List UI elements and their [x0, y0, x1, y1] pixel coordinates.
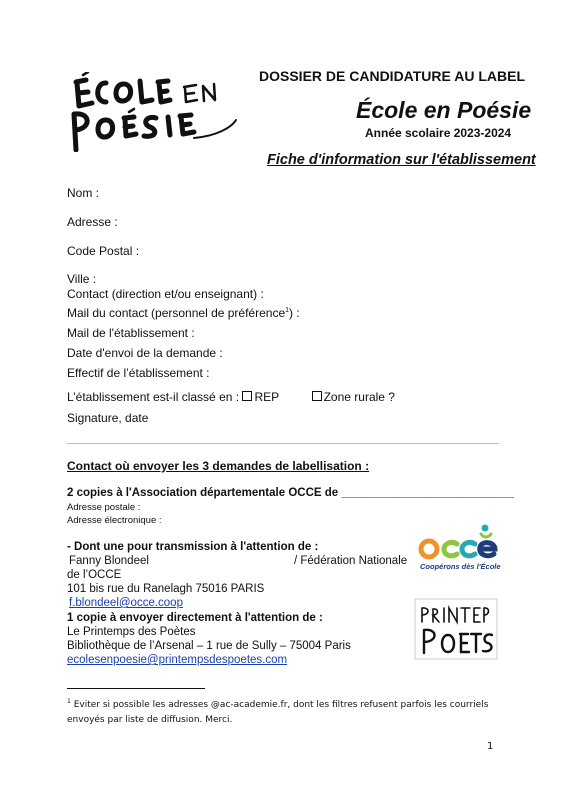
- occe-copies-line: 2 copies à l'Association départementale OCCE de ___________________________: [67, 487, 515, 499]
- transmission-heading: - Dont une pour transmission à l'attention de :: [67, 541, 319, 553]
- separator-line: [67, 443, 499, 444]
- field-nom: Nom :: [67, 186, 100, 200]
- field-adresse: Adresse :: [67, 215, 118, 229]
- field-contact: Contact (direction et/ou enseignant) :: [67, 287, 264, 301]
- field-classement: [67, 390, 395, 404]
- mail-contact-suffix: ) :: [289, 306, 300, 320]
- field-signature: Signature, date: [67, 411, 149, 425]
- adresse-postale-label: Adresse postale :: [67, 502, 141, 513]
- occe-email-link[interactable]: f.blondeel@occe.coop: [69, 597, 183, 609]
- occe-logo: [414, 522, 502, 578]
- field-code-postal: Code Postal :: [67, 244, 140, 258]
- organisation-name: de l’OCCE: [67, 569, 122, 581]
- field-effectif: Effectif de l’établissement :: [67, 366, 210, 380]
- field-ville: Ville :: [67, 272, 97, 286]
- mail-contact-label: Mail du contact (personnel de préférence: [67, 306, 286, 320]
- footnote: [67, 694, 507, 728]
- occe-logo-mark: [414, 522, 502, 562]
- rep-label: REP: [254, 390, 279, 404]
- ecole-en-poesie-logo: [66, 72, 242, 152]
- footnote-ref: 1: [285, 307, 290, 314]
- direct-copy-heading: 1 copie à envoyer directement à l'attention de :: [67, 612, 323, 624]
- sheet-title: Fiche d'information sur l'établissement: [267, 152, 536, 168]
- printemps-name: Le Printemps des Poètes: [67, 626, 196, 638]
- school-year: Année scolaire 2023-2024: [365, 126, 512, 140]
- rep-checkbox[interactable]: [242, 391, 252, 401]
- printemps-address: Bibliothèque de l’Arsenal – 1 rue de Sully – 75004 Paris: [67, 640, 351, 652]
- classement-question: L’établissement est-il classé en :: [67, 390, 240, 404]
- page-number: 1: [487, 741, 494, 752]
- field-mail-etablissement: Mail de l'établissement :: [67, 326, 195, 340]
- field-date-envoi: Date d'envoi de la demande :: [67, 346, 223, 360]
- field-mail-contact: [67, 306, 300, 320]
- printemps-email-link[interactable]: ecolesenpoesie@printempsdespoetes.com: [67, 654, 288, 666]
- footnote-separator: [67, 688, 205, 689]
- printemps-des-poetes-logo: [414, 598, 498, 660]
- contact-name: Fanny Blondeel: [69, 555, 149, 567]
- zone-rurale-label: Zone rurale ?: [323, 390, 395, 404]
- footnote-text: Eviter si possible les adresses @ac-academie.fr, dont les filtres refusent parfois les courriels envoyés par liste de diffusion. Merci.: [67, 700, 489, 725]
- footnote-mark: 1: [67, 698, 71, 705]
- dossier-heading: DOSSIER DE CANDIDATURE AU LABEL: [259, 68, 526, 84]
- federation-label: / Fédération Nationale: [294, 555, 408, 567]
- zone-rurale-checkbox[interactable]: [312, 391, 322, 401]
- contact-section-title: Contact où envoyer les 3 demandes de labellisation :: [67, 459, 370, 473]
- occe-address: 101 bis rue du Ranelagh 75016 PARIS: [67, 583, 265, 595]
- occe-tagline: Coopérons dès l'École: [420, 562, 501, 571]
- label-title: École en Poésie: [356, 97, 532, 123]
- adresse-electronique-label: Adresse électronique :: [67, 515, 162, 526]
